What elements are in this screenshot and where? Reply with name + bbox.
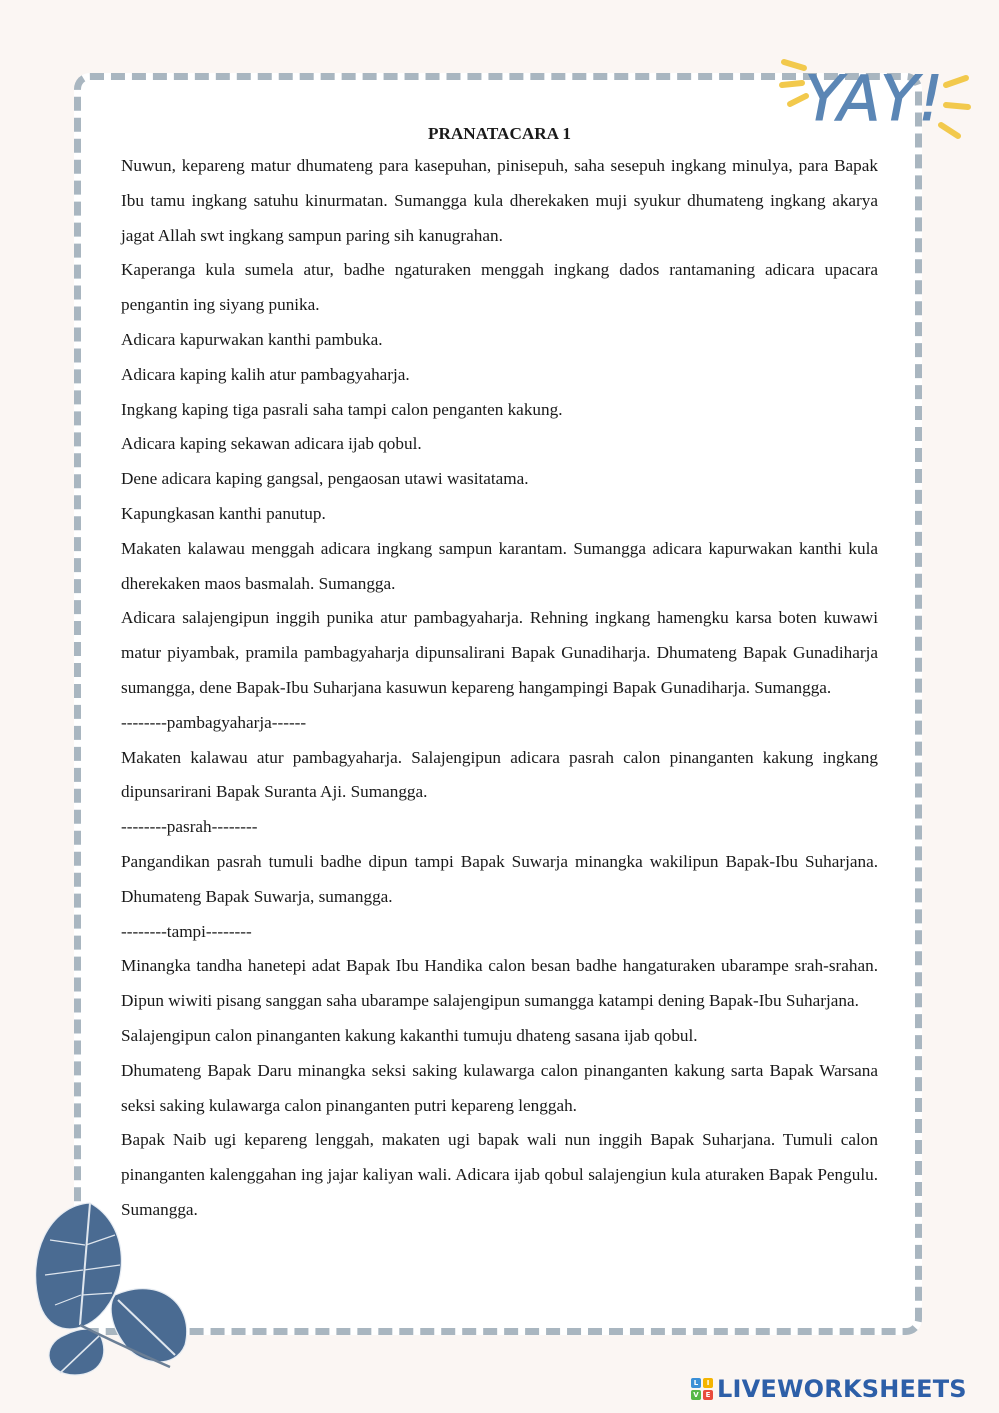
section-divider: --------tampi-------- [121, 921, 252, 941]
liveworksheets-logo[interactable] [691, 1374, 967, 1404]
paragraph-opening: Nuwun, kepareng matur dhumateng para kasepuhan, pinisepuh, saha sesepuh ingkang minulya, para Bapak Ibu tamu ingkang satuhu kinurmatan. Sumangga kula dherekaken muji syukur dhumateng ingkang akarya jagat Allah swt ingkang sampun paring sih kanugrahan. [121, 156, 878, 245]
sparkle-line [790, 96, 806, 104]
paragraph-naib: Bapak Naib ugi kepareng lenggah, makaten ugi bapak wali nun inggih Bapak Suharjana. Tumuli calon pinanganten kalenggahan ing jajar kaliyan wali. Adicara ijab qobul salajengiun kula aturaken Bapak Pengulu. Sumangga. [121, 1130, 878, 1219]
leaf-shape [49, 1329, 104, 1375]
agenda-item: Adicara kapurwakan kanthi pambuka. [121, 329, 383, 349]
paragraph-tampi: Pangandikan pasrah tumuli badhe dipun tampi Bapak Suwarja minangka wakilipun Bapak-Ibu Suharjana. Dhumateng Bapak Suwarja, sumangga. [121, 851, 878, 906]
leaf-shape [36, 1203, 122, 1329]
paragraph-basmalah: Makaten kalawau menggah adicara ingkang sampun karantam. Sumangga adicara kapurwakan kanthi kula dherekaken maos basmalah. Sumangga. [121, 538, 878, 593]
yay-text: YAY! [804, 62, 944, 135]
agenda-item: Adicara kaping sekawan adicara ijab qobul. [121, 434, 422, 454]
paragraph-srah-srahan: Minangka tandha hanetepi adat Bapak Ibu Handika calon besan badhe hangaturaken ubarampe srah-srahan. Dipun wiwiti pisang sanggan saha ubarampe salajengipun sumangga katampi dening Bapak-Ibu Suharjana. [121, 956, 878, 1011]
paragraph-witnesses: Dhumateng Bapak Daru minangka seksi saking kulawarga calon pinanganten kakung sarta Bapak Warsana seksi saking kulawarga calon pinanganten putri kepareng lenggah. [121, 1060, 878, 1115]
logo-mark-icon: L I V E [691, 1378, 713, 1400]
section-divider: --------pasrah-------- [121, 817, 258, 837]
sparkle-line [782, 83, 802, 85]
sparkle-line [946, 78, 966, 85]
document-body [121, 119, 878, 1228]
agenda-item: Dene adicara kaping gangsal, pengaosan utawi wasitatama. [121, 469, 529, 489]
logo-text: LIVEWORKSHEETS [717, 1375, 967, 1403]
paragraph-pasrah: Makaten kalawau atur pambagyaharja. Salajengipun adicara pasrah calon pinanganten kakung ingkang dipunsarirani Bapak Suranta Aji. Sumangga. [121, 747, 878, 802]
leaf-shape [111, 1289, 187, 1362]
section-divider: --------pambagyaharja------ [121, 712, 307, 732]
agenda-item: Ingkang kaping tiga pasrali saha tampi calon penganten kakung. [121, 399, 563, 419]
sparkle-line [946, 105, 968, 107]
agenda-item: Adicara kaping kalih atur pambagyaharja. [121, 364, 410, 384]
paragraph-pambagyaharja: Adicara salajengipun inggih punika atur pambagyaharja. Rehning ingkang hamengku karsa boten kuwawi matur piyambak, pramila pambagyaharja dipunsalirani Bapak Gunadiharja. Dhumateng Bapak Gunadiharja sumangga, dene Bapak-Ibu Suharjana kasuwun kepareng hangampingi Bapak Gunadiharja. Sumangga. [121, 608, 878, 697]
sparkle-line [784, 62, 804, 68]
sparkle-line [941, 125, 958, 136]
paragraph-ijab-qobul: Salajengipun calon pinanganten kakung kakanthi tumuju dhateng sasana ijab qobul. [121, 1025, 698, 1045]
agenda-item: Kapungkasan kanthi panutup. [121, 503, 326, 523]
document-title: PRANATACARA 1 [427, 124, 572, 143]
paragraph-program: Kaperanga kula sumela atur, badhe ngaturaken menggah ingkang dados rantamaning adicara upacara pengantin ing siyang punika. [121, 260, 878, 315]
